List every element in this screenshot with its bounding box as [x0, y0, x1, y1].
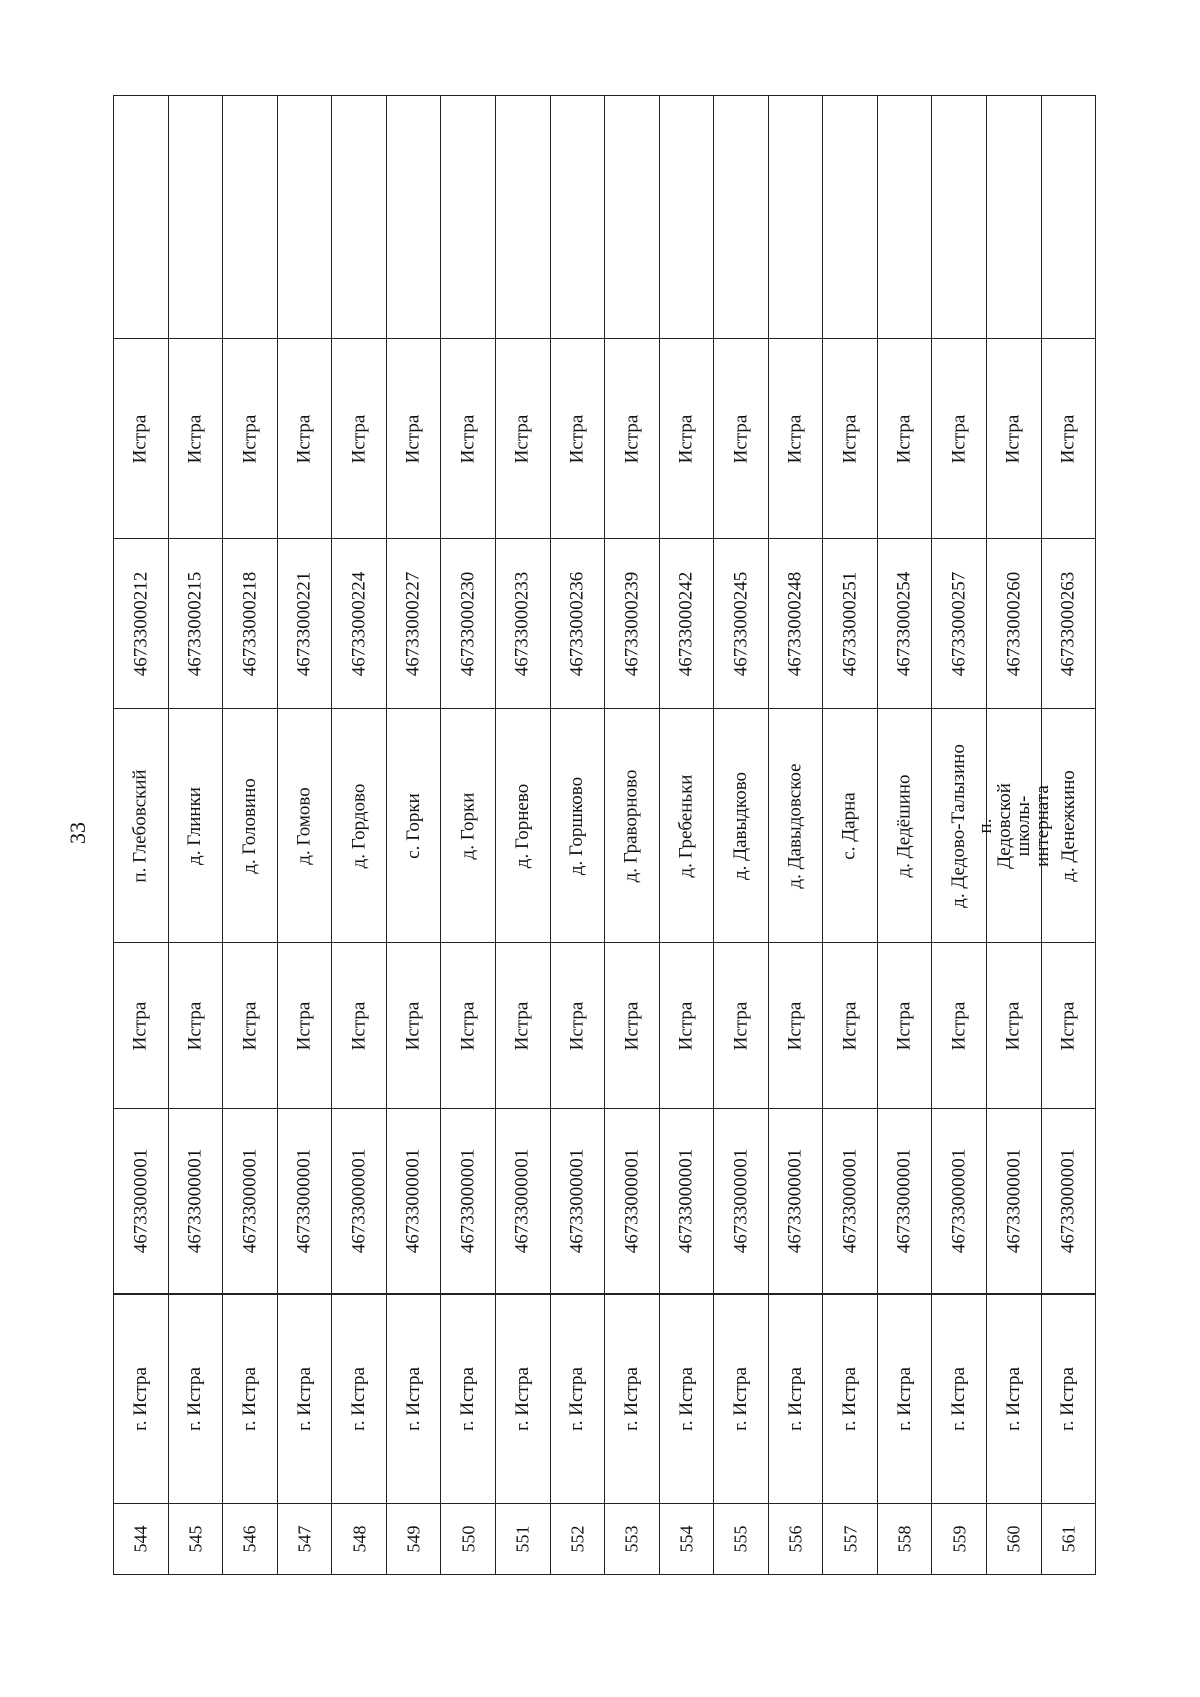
- settlement-district-cell-text: Истра: [129, 414, 151, 463]
- district-cell: [169, 1294, 223, 1504]
- district-cell: [387, 1294, 441, 1504]
- oktmo-district-code-text: 46733000001: [293, 1148, 315, 1254]
- row-number-text: 544: [130, 1525, 151, 1553]
- settlement-oktmo-code-text: 46733000224: [348, 571, 370, 676]
- district-center-cell-text: Истра: [620, 1001, 642, 1050]
- empty-cell: [496, 94, 550, 339]
- district-center-cell-text: Истра: [784, 1001, 806, 1050]
- oktmo-district-code-text: 46733000001: [1057, 1148, 1079, 1254]
- settlement-district-cell: [769, 339, 823, 539]
- oktmo-district-code: [878, 1109, 932, 1294]
- district-center-cell: [387, 943, 441, 1109]
- settlement-oktmo-code-text: 46733000260: [1002, 571, 1024, 676]
- row-number: [1042, 1504, 1096, 1574]
- oktmo-district-code: [114, 1109, 168, 1294]
- row-number: [278, 1504, 332, 1574]
- settlement-oktmo-code: [223, 539, 277, 709]
- oktmo-district-code-text: 46733000001: [129, 1148, 151, 1254]
- settlements-table: [113, 95, 1096, 1575]
- empty-cell: [114, 94, 168, 339]
- row-number: [605, 1504, 659, 1574]
- settlement-oktmo-code-text: 46733000236: [566, 571, 588, 676]
- row-number-text: 549: [403, 1525, 424, 1553]
- settlement-oktmo-code: [605, 539, 659, 709]
- table-row: [496, 96, 551, 1574]
- settlement-district-cell: [387, 339, 441, 539]
- oktmo-district-code: [441, 1109, 495, 1294]
- row-number: [878, 1504, 932, 1574]
- settlement-name-text: с. Горки: [402, 792, 424, 859]
- empty-cell: [714, 94, 768, 339]
- table-row: [660, 96, 715, 1574]
- district-cell-text: г. Истра: [893, 1367, 915, 1431]
- district-cell: [551, 1294, 605, 1504]
- table-row: [387, 96, 442, 1574]
- empty-cell: [278, 94, 332, 339]
- table-row: [714, 96, 769, 1574]
- settlement-oktmo-code-text: 46733000263: [1057, 571, 1079, 676]
- district-center-cell: [714, 943, 768, 1109]
- district-center-cell-text: Истра: [348, 1001, 370, 1050]
- settlement-name: [332, 709, 386, 943]
- row-number: [769, 1504, 823, 1574]
- settlement-name: [551, 709, 605, 943]
- oktmo-district-code: [823, 1109, 877, 1294]
- empty-cell: [441, 94, 495, 339]
- oktmo-district-code-text: 46733000001: [948, 1148, 970, 1254]
- empty-cell: [823, 94, 877, 339]
- row-number: [223, 1504, 277, 1574]
- row-number-text: 553: [621, 1525, 642, 1553]
- settlement-district-cell: [605, 339, 659, 539]
- settlement-district-cell: [496, 339, 550, 539]
- district-cell-text: г. Истра: [238, 1367, 260, 1431]
- district-center-cell-text: Истра: [1057, 1001, 1079, 1050]
- settlement-district-cell: [332, 339, 386, 539]
- oktmo-district-code-text: 46733000001: [402, 1148, 424, 1254]
- oktmo-district-code: [169, 1109, 223, 1294]
- oktmo-district-code-text: 46733000001: [184, 1148, 206, 1254]
- settlement-oktmo-code-text: 46733000215: [184, 571, 206, 676]
- settlement-name-text: д. Гомово: [293, 786, 315, 865]
- row-number-text: 559: [949, 1525, 970, 1553]
- oktmo-district-code-text: 46733000001: [620, 1148, 642, 1254]
- row-number: [441, 1504, 495, 1574]
- district-center-cell-text: Истра: [184, 1001, 206, 1050]
- oktmo-district-code-text: 46733000001: [729, 1148, 751, 1254]
- district-cell: [278, 1294, 332, 1504]
- settlement-name-text: д. Горки: [457, 792, 479, 859]
- district-cell: [987, 1294, 1041, 1504]
- district-cell-text: г. Истра: [293, 1367, 315, 1431]
- oktmo-district-code-text: 46733000001: [893, 1148, 915, 1254]
- settlement-name: [823, 709, 877, 943]
- settlement-name: [223, 709, 277, 943]
- settlement-oktmo-code-text: 46733000227: [402, 571, 424, 676]
- row-number: [496, 1504, 550, 1574]
- row-number-text: 545: [185, 1525, 206, 1553]
- settlement-district-cell: [278, 339, 332, 539]
- district-cell: [932, 1294, 986, 1504]
- oktmo-district-code-text: 46733000001: [566, 1148, 588, 1254]
- oktmo-district-code-text: 46733000001: [784, 1148, 806, 1254]
- oktmo-district-code-text: 46733000001: [457, 1148, 479, 1254]
- district-cell: [496, 1294, 550, 1504]
- settlement-name: [169, 709, 223, 943]
- oktmo-district-code: [496, 1109, 550, 1294]
- district-cell-text: г. Истра: [784, 1367, 806, 1431]
- settlement-oktmo-code-text: 46733000251: [839, 571, 861, 676]
- settlement-district-cell: [660, 339, 714, 539]
- table-row: [278, 96, 333, 1574]
- district-center-cell: [605, 943, 659, 1109]
- district-center-cell-text: Истра: [948, 1001, 970, 1050]
- settlement-name-text: д. Дедово-Талызино: [948, 743, 970, 908]
- settlement-oktmo-code-text: 46733000233: [511, 571, 533, 676]
- settlement-district-cell: [1042, 339, 1096, 539]
- row-number-text: 546: [239, 1525, 260, 1553]
- district-cell-text: г. Истра: [129, 1367, 151, 1431]
- settlement-district-cell: [223, 339, 277, 539]
- table-row: [878, 96, 933, 1574]
- settlement-oktmo-code: [496, 539, 550, 709]
- row-number: [660, 1504, 714, 1574]
- settlement-oktmo-code: [769, 539, 823, 709]
- row-number: [114, 1504, 168, 1574]
- row-number: [932, 1504, 986, 1574]
- settlement-oktmo-code-text: 46733000257: [948, 571, 970, 676]
- table-row: [769, 96, 824, 1574]
- settlement-oktmo-code: [387, 539, 441, 709]
- oktmo-district-code: [551, 1109, 605, 1294]
- table-row: [1042, 96, 1096, 1574]
- empty-cell: [987, 94, 1041, 339]
- settlement-oktmo-code: [932, 539, 986, 709]
- settlement-name-text: д. Гордово: [348, 783, 370, 868]
- settlement-oktmo-code: [878, 539, 932, 709]
- oktmo-district-code: [223, 1109, 277, 1294]
- district-center-cell: [769, 943, 823, 1109]
- district-cell-text: г. Истра: [511, 1367, 533, 1431]
- empty-cell: [551, 94, 605, 339]
- row-number-text: 551: [512, 1525, 533, 1553]
- settlement-district-cell-text: Истра: [839, 414, 861, 463]
- settlement-oktmo-code: [987, 539, 1041, 709]
- district-cell-text: г. Истра: [457, 1367, 479, 1431]
- table-row: [974, 96, 1053, 1574]
- district-cell: [605, 1294, 659, 1504]
- district-center-cell: [169, 943, 223, 1109]
- row-number-text: 557: [840, 1525, 861, 1553]
- empty-cell: [660, 94, 714, 339]
- settlement-district-cell-text: Истра: [620, 414, 642, 463]
- row-number: [987, 1504, 1041, 1574]
- settlement-oktmo-code: [441, 539, 495, 709]
- settlement-oktmo-code: [278, 539, 332, 709]
- settlement-district-cell-text: Истра: [784, 414, 806, 463]
- row-number-text: 561: [1058, 1525, 1079, 1553]
- row-number: [332, 1504, 386, 1574]
- district-center-cell-text: Истра: [293, 1001, 315, 1050]
- row-number-text: 558: [894, 1525, 915, 1553]
- oktmo-district-code-text: 46733000001: [348, 1148, 370, 1254]
- settlement-name-text: д. Горнево: [511, 783, 533, 868]
- row-number-text: 554: [676, 1525, 697, 1553]
- settlement-district-cell-text: Истра: [1057, 414, 1079, 463]
- settlement-district-cell-text: Истра: [1002, 414, 1024, 463]
- row-number-text: 555: [730, 1525, 751, 1553]
- district-center-cell-text: Истра: [129, 1001, 151, 1050]
- row-number-text: 556: [785, 1525, 806, 1553]
- settlement-oktmo-code: [1042, 539, 1096, 709]
- district-center-cell-text: Истра: [566, 1001, 588, 1050]
- settlement-oktmo-code-text: 46733000248: [784, 571, 806, 676]
- settlement-district-cell-text: Истра: [238, 414, 260, 463]
- district-cell-text: г. Истра: [620, 1367, 642, 1431]
- settlement-name: [387, 709, 441, 943]
- settlement-name-text: д. Гребеньки: [675, 774, 697, 877]
- row-number-text: 547: [294, 1525, 315, 1553]
- district-center-cell: [278, 943, 332, 1109]
- district-center-cell-text: Истра: [1002, 1001, 1024, 1050]
- settlement-district-cell: [714, 339, 768, 539]
- row-number: [387, 1504, 441, 1574]
- table-row: [114, 96, 169, 1574]
- empty-cell: [1042, 94, 1096, 339]
- settlement-oktmo-code-text: 46733000242: [675, 571, 697, 676]
- district-cell-text: г. Истра: [729, 1367, 751, 1431]
- district-center-cell: [332, 943, 386, 1109]
- district-center-cell: [878, 943, 932, 1109]
- settlement-district-cell-text: Истра: [184, 414, 206, 463]
- settlement-name-text: п. Дедовской школы-интерната: [974, 782, 1053, 869]
- oktmo-district-code-text: 46733000001: [839, 1148, 861, 1254]
- district-center-cell: [932, 943, 986, 1109]
- district-cell: [769, 1294, 823, 1504]
- row-number-text: 550: [458, 1525, 479, 1553]
- empty-cell: [769, 94, 823, 339]
- district-cell: [1042, 1294, 1096, 1504]
- settlement-name: [114, 709, 168, 943]
- district-cell: [114, 1294, 168, 1504]
- district-center-cell-text: Истра: [893, 1001, 915, 1050]
- district-cell-text: г. Истра: [402, 1367, 424, 1431]
- empty-cell: [932, 94, 986, 339]
- district-cell-text: г. Истра: [184, 1367, 206, 1431]
- settlement-district-cell-text: Истра: [293, 414, 315, 463]
- settlement-name-text: д. Дедёшино: [893, 773, 915, 878]
- district-center-cell-text: Истра: [402, 1001, 424, 1050]
- settlement-oktmo-code: [714, 539, 768, 709]
- page-number: 33: [65, 822, 90, 844]
- district-cell-text: г. Истра: [1057, 1367, 1079, 1431]
- settlement-name: [605, 709, 659, 943]
- row-number: [551, 1504, 605, 1574]
- table-row: [551, 96, 606, 1574]
- district-center-cell: [660, 943, 714, 1109]
- table-row: [223, 96, 278, 1574]
- district-center-cell-text: Истра: [729, 1001, 751, 1050]
- district-cell: [223, 1294, 277, 1504]
- settlement-district-cell-text: Истра: [729, 414, 751, 463]
- district-center-cell: [823, 943, 877, 1109]
- settlement-name-text: д. Давыдково: [729, 771, 751, 880]
- row-number: [714, 1504, 768, 1574]
- table-row: [332, 96, 387, 1574]
- settlement-oktmo-code: [114, 539, 168, 709]
- oktmo-district-code: [332, 1109, 386, 1294]
- settlement-oktmo-code: [332, 539, 386, 709]
- district-center-cell-text: Истра: [457, 1001, 479, 1050]
- district-cell: [332, 1294, 386, 1504]
- district-center-cell: [441, 943, 495, 1109]
- district-cell: [878, 1294, 932, 1504]
- district-center-cell-text: Истра: [675, 1001, 697, 1050]
- settlement-name: [974, 709, 1053, 943]
- settlement-name-text: д. Давыдовское: [784, 762, 806, 889]
- table-row: [823, 96, 878, 1574]
- settlement-oktmo-code-text: 46733000239: [620, 571, 642, 676]
- settlement-name-text: с. Дарна: [839, 791, 861, 860]
- settlement-name: [714, 709, 768, 943]
- settlement-name-text: д. Глинки: [184, 786, 206, 865]
- settlement-district-cell: [169, 339, 223, 539]
- settlement-name: [878, 709, 932, 943]
- settlement-district-cell-text: Истра: [566, 414, 588, 463]
- settlement-district-cell: [114, 339, 168, 539]
- table-row: [169, 96, 224, 1574]
- district-cell: [823, 1294, 877, 1504]
- district-cell-text: г. Истра: [675, 1367, 697, 1431]
- settlement-name: [660, 709, 714, 943]
- settlement-oktmo-code: [823, 539, 877, 709]
- row-number: [823, 1504, 877, 1574]
- row-number-text: 552: [567, 1525, 588, 1553]
- district-center-cell-text: Истра: [238, 1001, 260, 1050]
- settlement-district-cell: [551, 339, 605, 539]
- district-center-cell: [987, 943, 1041, 1109]
- district-center-cell: [223, 943, 277, 1109]
- settlement-oktmo-code: [551, 539, 605, 709]
- row-number: [169, 1504, 223, 1574]
- oktmo-district-code-text: 46733000001: [238, 1148, 260, 1254]
- empty-cell: [332, 94, 386, 339]
- settlement-oktmo-code-text: 46733000230: [457, 571, 479, 676]
- district-cell-text: г. Истра: [1002, 1367, 1024, 1431]
- district-cell: [660, 1294, 714, 1504]
- table-row: [605, 96, 660, 1574]
- row-number-text: 548: [349, 1525, 370, 1553]
- district-center-cell: [114, 943, 168, 1109]
- settlement-district-cell-text: Истра: [675, 414, 697, 463]
- oktmo-district-code: [769, 1109, 823, 1294]
- district-cell: [714, 1294, 768, 1504]
- empty-cell: [387, 94, 441, 339]
- oktmo-district-code-text: 46733000001: [1002, 1148, 1024, 1254]
- settlement-oktmo-code-text: 46733000254: [893, 571, 915, 676]
- oktmo-district-code: [660, 1109, 714, 1294]
- settlement-oktmo-code-text: 46733000212: [129, 571, 151, 676]
- oktmo-district-code: [714, 1109, 768, 1294]
- oktmo-district-code: [932, 1109, 986, 1294]
- empty-cell: [605, 94, 659, 339]
- settlement-district-cell: [441, 339, 495, 539]
- settlement-district-cell-text: Истра: [457, 414, 479, 463]
- settlement-name-text: д. Горшково: [566, 776, 588, 875]
- settlement-name-text: п. Глебовский: [129, 768, 151, 883]
- oktmo-district-code: [1042, 1109, 1096, 1294]
- settlement-district-cell: [987, 339, 1041, 539]
- oktmo-district-code: [387, 1109, 441, 1294]
- district-center-cell: [551, 943, 605, 1109]
- table-row: [441, 96, 496, 1574]
- settlement-name-text: д. Денежкино: [1057, 769, 1079, 882]
- empty-cell: [169, 94, 223, 339]
- empty-cell: [223, 94, 277, 339]
- settlement-district-cell-text: Истра: [511, 414, 533, 463]
- oktmo-district-code-text: 46733000001: [511, 1148, 533, 1254]
- settlement-district-cell-text: Истра: [402, 414, 424, 463]
- settlement-district-cell: [823, 339, 877, 539]
- settlement-district-cell-text: Истра: [893, 414, 915, 463]
- settlement-oktmo-code-text: 46733000221: [293, 571, 315, 676]
- oktmo-district-code-text: 46733000001: [675, 1148, 697, 1254]
- settlement-district-cell-text: Истра: [948, 414, 970, 463]
- district-center-cell: [496, 943, 550, 1109]
- settlement-oktmo-code-text: 46733000245: [729, 571, 751, 676]
- district-center-cell-text: Истра: [839, 1001, 861, 1050]
- empty-cell: [878, 94, 932, 339]
- settlement-name: [441, 709, 495, 943]
- settlement-name: [496, 709, 550, 943]
- district-cell-text: г. Истра: [566, 1367, 588, 1431]
- settlement-name: [278, 709, 332, 943]
- settlement-oktmo-code-text: 46733000218: [238, 571, 260, 676]
- settlement-name: [769, 709, 823, 943]
- settlement-name-text: д. Граворново: [620, 769, 642, 882]
- oktmo-district-code: [605, 1109, 659, 1294]
- settlement-oktmo-code: [660, 539, 714, 709]
- district-cell-text: г. Истра: [839, 1367, 861, 1431]
- settlement-oktmo-code: [169, 539, 223, 709]
- district-center-cell-text: Истра: [511, 1001, 533, 1050]
- settlement-district-cell: [878, 339, 932, 539]
- settlement-district-cell-text: Истра: [348, 414, 370, 463]
- row-number-text: 560: [1003, 1525, 1024, 1553]
- settlement-district-cell: [932, 339, 986, 539]
- oktmo-district-code: [987, 1109, 1041, 1294]
- district-center-cell: [1042, 943, 1096, 1109]
- district-cell-text: г. Истра: [948, 1367, 970, 1431]
- settlement-name-text: д. Головино: [238, 777, 260, 874]
- district-cell: [441, 1294, 495, 1504]
- settlement-name: [1042, 709, 1096, 943]
- district-cell-text: г. Истра: [348, 1367, 370, 1431]
- oktmo-district-code: [278, 1109, 332, 1294]
